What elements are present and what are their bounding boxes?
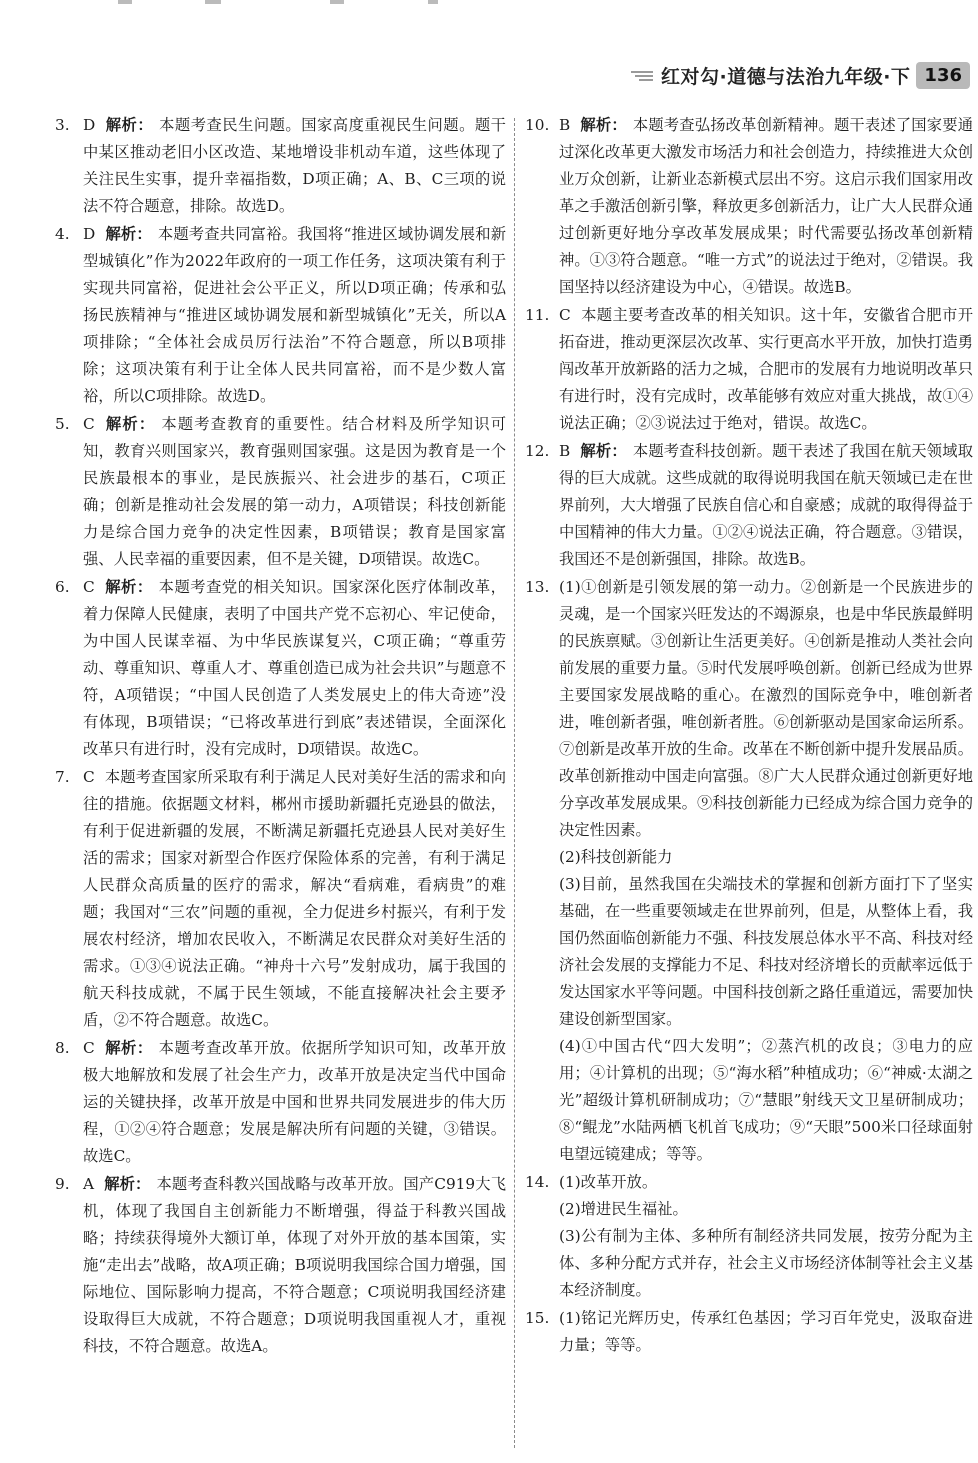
answer-line — [83, 764, 506, 1034]
explanation-text: 本题考查民生问题。国家高度重视民生问题。题干中某区推动老旧小区改造、某地增设非机动车道，这些体现了关注民生实事，提升幸福指数，D项正确；A、B、C三项的说法不符合题意，排除。故选D。 — [83, 116, 506, 215]
page-header — [631, 62, 970, 89]
explanation-text: 本题考查教育的重要性。结合材料及所学知识可知，教育兴则国家兴，教育强则国家强。这是因为教育是一个民族最根本的事业，是民族振兴、社会进步的基石，C项正确；创新是推动社会发展的第一动力，A项错误；科技创新能力是综合国力竞争的决定性因素，B项错误；教育是国家富强、人民幸福的重要因素，但不是关键，D项错误。故选C。 — [83, 415, 506, 568]
analysis-label: 解析： — [580, 442, 627, 460]
answer-item — [525, 112, 973, 301]
answer-line — [559, 438, 973, 573]
answer-item — [525, 1169, 973, 1304]
answer-body — [559, 1305, 973, 1359]
sub-answer: (4)①中国古代“四大发明”；②蒸汽机的改良；③电力的应用；④计算机的出现；⑤“海水稻”种植成功；⑥“神威·太湖之光”超级计算机研制成功；⑦“慧眼”射线天文卫星研制成功；⑧“鲲龙”水陆两栖飞机首飞成功；⑨“天眼”500米口径球面射电望远镜建成；等等。 — [559, 1037, 973, 1163]
answer-item — [525, 574, 973, 1168]
question-number: 14. — [525, 1173, 550, 1191]
answer-body — [559, 112, 973, 301]
answer-item — [55, 574, 506, 763]
question-number: 12. — [525, 442, 550, 460]
left-column — [55, 112, 506, 1361]
answer-line — [559, 1169, 973, 1196]
answer-item — [525, 1305, 973, 1359]
answer-item — [55, 221, 506, 410]
answer-line — [559, 1305, 973, 1359]
answer-line — [559, 112, 973, 301]
answer-choice: C — [83, 768, 95, 786]
question-number: 3. — [55, 116, 70, 134]
right-column — [525, 112, 973, 1360]
question-number: 4. — [55, 225, 70, 243]
answer-body — [83, 574, 506, 763]
column-divider — [514, 118, 515, 1448]
explanation-text: 本题考查改革开放。依据所学知识可知，改革开放极大地解放和发展了社会生产力，改革开放是决定当代中国命运的关键抉择，改革开放是中国和世界共同发展进步的伟大历程，①②④符合题意；发展是解决所有问题的关键，③错误。故选C。 — [83, 1039, 506, 1165]
question-number: 6. — [55, 578, 70, 596]
analysis-label: 解析： — [105, 116, 154, 134]
answer-body — [83, 221, 506, 410]
question-number: 9. — [55, 1175, 70, 1193]
answer-body — [83, 112, 506, 220]
answer-body — [83, 411, 506, 573]
speed-lines-icon — [631, 71, 653, 81]
answer-body — [83, 1171, 506, 1360]
answer-line — [559, 574, 973, 844]
analysis-label: 解析： — [104, 578, 153, 596]
answer-line — [559, 302, 973, 437]
answer-item — [525, 302, 973, 437]
explanation-text: 本题考查科技创新。题干表述了我国在航天领域取得的巨大成就。这些成就的取得说明我国在航天领域已走在世界前列，大大增强了民族自信心和自豪感；成就的取得得益于中国精神的伟大力量。①②④说法正确，符合题意。③错误，我国还不是创新强国，排除。故选B。 — [559, 442, 973, 568]
answer-item — [55, 764, 506, 1034]
answer-choice: C — [83, 1039, 95, 1057]
explanation-text: 本题考查科教兴国战略与改革开放。国产C919大飞机，体现了我国自主创新能力不断增强，得益于科教兴国战略；持续获得境外大额订单，体现了对外开放的基本国策，实施“走出去”战略，故A项正确；B项说明我国综合国力增强，国际地位、国际影响力提高，不符合题意；C项说明我国经济建设取得巨大成就，不符合题意；D项说明我国重视人才，重视科技，不符合题意。故选A。 — [83, 1175, 506, 1355]
question-number: 15. — [525, 1309, 550, 1327]
answer-item — [55, 411, 506, 573]
scan-top-marks — [0, 0, 978, 10]
question-number: 8. — [55, 1039, 70, 1057]
explanation-text: 本题考查共同富裕。我国将“推进区域协调发展和新型城镇化”作为2022年政府的一项工作任务，这项决策有利于实现共同富裕，促进社会公平正义，所以D项正确；传承和弘扬民族精神与“推进区域协调发展和新型城镇化”无关，所以A项排除；“全体社会成员厉行法治”不符合题意，所以B项排除；这项决策有利于让全体人民共同富裕，而不是少数人富裕，所以C项排除。故选D。 — [83, 225, 506, 405]
explanation-text: 本题主要考查改革的相关知识。这十年，安徽省合肥市开拓奋进，推动更深层次改革、实行更高水平开放，加快打造勇闯改革开放新路的活力之城，合肥市的发展有力地说明改革只有进行时，没有完成时，改革能够有效应对重大挑战，故①④说法正确；②③说法过于绝对，错误。故选C。 — [559, 306, 973, 432]
question-number: 5. — [55, 415, 70, 433]
answer-choice: B — [559, 442, 571, 460]
answer-line — [83, 411, 506, 573]
answer-choice: C — [559, 306, 571, 324]
answer-choice: B — [559, 116, 571, 134]
sub-answer: (2)增进民生福祉。 — [559, 1200, 688, 1218]
answer-body — [559, 1169, 973, 1304]
question-number: 7. — [55, 768, 70, 786]
explanation-text: (1)改革开放。 — [559, 1173, 658, 1191]
answer-line — [83, 574, 506, 763]
answer-item — [55, 1035, 506, 1170]
answer-choice: C — [83, 415, 95, 433]
explanation-text: 本题考查弘扬改革创新精神。题干表述了国家要通过深化改革更大激发市场活力和社会创造力，持续推进大众创业万众创新，让新业态新模式层出不穷。这启示我们国家用改革之手激活创新引擎，释放更多创新活力，让广大人民群众通过创新更好地分享改革发展成果；时代需要弘扬改革创新精神。①③符合题意。“唯一方式”的说法过于绝对，②错误。我国坚持以经济建设为中心，④错误。故选B。 — [559, 116, 973, 296]
answer-body — [83, 1035, 506, 1170]
question-number: 10. — [525, 116, 550, 134]
sub-answer: (2)科技创新能力 — [559, 848, 673, 866]
answer-line — [83, 221, 506, 410]
answer-choice: A — [83, 1175, 95, 1193]
answer-body — [83, 764, 506, 1034]
book-title: 红对勾·道德与法治九年级·下 — [660, 66, 911, 88]
answer-line — [83, 1171, 506, 1360]
answer-body — [559, 574, 973, 1168]
answer-choice: D — [83, 225, 96, 243]
answer-item — [55, 112, 506, 220]
sub-answer: (3)目前，虽然我国在尖端技术的掌握和创新方面打下了坚实基础，在一些重要领域走在世界前列，但是，从整体上看，我国仍然面临创新能力不强、科技发展总体水平不高、科技对经济社会发展的支撑能力不足、科技对经济增长的贡献率远低于发达国家水平等问题。中国科技创新之路任重道远，需要加快建设创新型国家。 — [559, 875, 973, 1028]
answer-choice: D — [83, 116, 96, 134]
sub-answer: (3)公有制为主体、多种所有制经济共同发展，按劳分配为主体、多种分配方式并存，社会主义市场经济体制等社会主义基本经济制度。 — [559, 1227, 973, 1299]
question-number: 13. — [525, 578, 550, 596]
explanation-text: 本题考查党的相关知识。国家深化医疗体制改革，着力保障人民健康，表明了中国共产党不忘初心、牢记使命，为中国人民谋幸福、为中华民族谋复兴，C项正确；“尊重劳动、尊重知识、尊重人才、尊重创造已成为社会共识”与题意不符，A项错误；“中国人民创造了人类发展史上的伟大奇迹”没有体现，B项错误；“已将改革进行到底”表述错误，全面深化改革只有进行时，没有完成时，D项错误。故选C。 — [83, 578, 506, 758]
answer-choice: C — [83, 578, 95, 596]
analysis-label: 解析： — [104, 1039, 153, 1057]
explanation-text: 本题考查国家所采取有利于满足人民对美好生活的需求和向往的措施。依据题文材料，郴州市援助新疆托克逊县的做法，有利于促进新疆的发展，不断满足新疆托克逊县人民对美好生活的需求；国家对新型合作医疗保险体系的完善，有利于满足人民群众高质量的医疗的需求，解决“看病难，看病贵”的难题；我国对“三农”问题的重视，全力促进乡村振兴，有利于发展农村经济，增加农民收入，不断满足农民群众对美好生活的需求。①③④说法正确。“神舟十六号”发射成功，属于我国的航天科技成就，不属于民生领域，不能直接解决社会主要矛盾，②不符合题意。故选C。 — [83, 768, 506, 1029]
analysis-label: 解析： — [104, 415, 156, 433]
answer-body — [559, 302, 973, 437]
explanation-text: (1)铭记光辉历史，传承红色基因；学习百年党史，汲取奋进力量；等等。 — [559, 1309, 973, 1354]
answer-item — [55, 1171, 506, 1360]
analysis-label: 解析： — [580, 116, 627, 134]
answer-body — [559, 438, 973, 573]
answer-item — [525, 438, 973, 573]
question-number: 11. — [525, 306, 550, 324]
page-number: 136 — [916, 62, 970, 89]
answer-line — [83, 1035, 506, 1170]
analysis-label: 解析： — [104, 1175, 151, 1193]
answer-line — [83, 112, 506, 220]
analysis-label: 解析： — [105, 225, 152, 243]
explanation-text: (1)①创新是引领发展的第一动力。②创新是一个民族进步的灵魂，是一个国家兴旺发达的不竭源泉，也是中华民族最鲜明的民族禀赋。③创新让生活更美好。④创新是推动人类社会向前发展的重要力量。⑤时代发展呼唤创新。创新已经成为世界主要国家发展战略的重心。在激烈的国际竞争中，唯创新者进，唯创新者强，唯创新者胜。⑥创新驱动是国家命运所系。⑦创新是改革开放的生命。改革在不断创新中提升发展品质。改革创新推动中国走向富强。⑧广大人民群众通过创新更好地分享改革发展成果。⑨科技创新能力已经成为综合国力竞争的决定性因素。 — [559, 578, 973, 839]
